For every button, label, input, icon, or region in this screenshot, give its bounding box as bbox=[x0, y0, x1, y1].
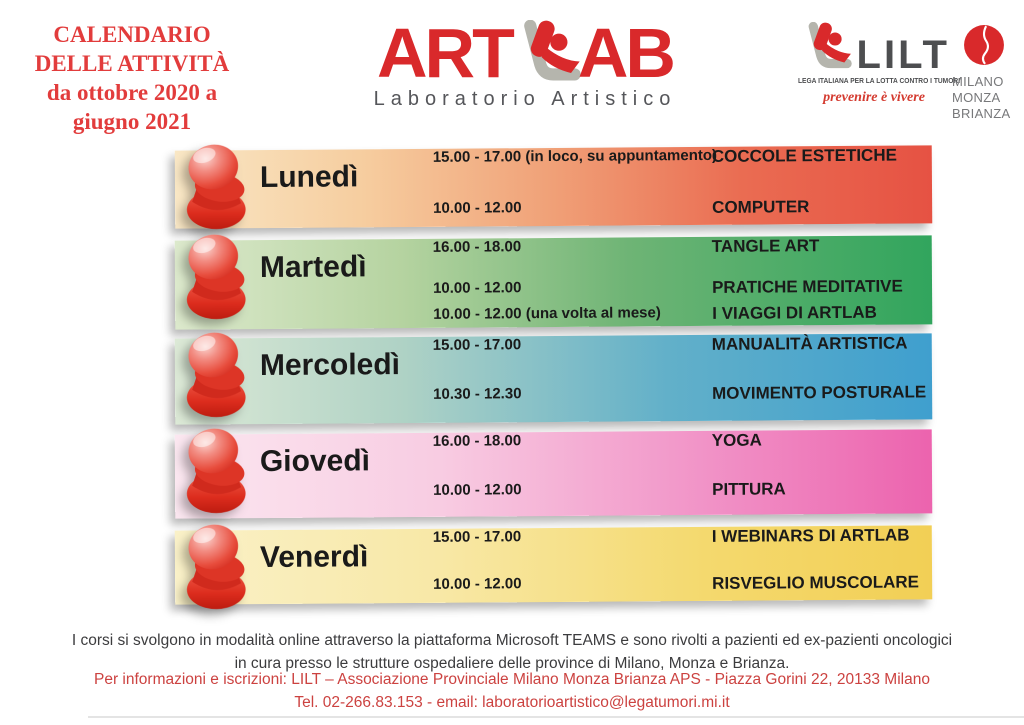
schedule-row bbox=[175, 196, 932, 217]
footer-contact-line: Tel. 02-266.83.153 - email: laboratorioartistico@legatumori.mi.it bbox=[294, 694, 730, 711]
footer-info-line: I corsi si svolgono in modalità online attraverso la piattaforma Microsoft TEAMS e sono rivolti a pazienti ed ex-pazienti oncologici bbox=[71, 632, 953, 649]
activity-name: MOVIMENTO POSTURALE bbox=[712, 382, 927, 403]
schedule-row bbox=[175, 302, 932, 323]
pushpin-icon bbox=[177, 426, 258, 517]
activity-name: RISVEGLIO MUSCOLARE bbox=[712, 572, 920, 593]
pushpin-icon bbox=[177, 522, 258, 613]
activity-name: I WEBINARS DI ARTLAB bbox=[711, 525, 910, 546]
title-line: DELLE ATTIVITÀ bbox=[34, 51, 230, 76]
time-slot: 15.00 - 17.00 (in loco, su appuntamento) bbox=[432, 146, 718, 166]
artlab-subtitle: Laboratorio Artistico bbox=[373, 88, 677, 110]
time-slot: 16.00 - 18.00 bbox=[432, 238, 522, 256]
activity-name: PITTURA bbox=[712, 479, 786, 499]
schedule-bar-martedi bbox=[175, 235, 933, 329]
footer-info-line: in cura presso le strutture ospedaliere delle province di Milano, Monza e Brianza. bbox=[234, 655, 790, 672]
schedule-bar-venerdi bbox=[175, 525, 932, 604]
time-slot: 10.00 - 12.00 bbox=[432, 279, 522, 297]
lilt-wordmark bbox=[798, 22, 950, 77]
activity-name: COCCOLE ESTETICHE bbox=[711, 145, 897, 166]
time-slot: 15.00 - 17.00 bbox=[432, 528, 522, 546]
mmb-line: MONZA bbox=[952, 90, 1001, 105]
schedule-bar-giovedi bbox=[175, 429, 933, 518]
lilt-person-chair-icon bbox=[798, 22, 853, 74]
schedule-bar-lunedi bbox=[175, 145, 933, 228]
title-line: giugno 2021 bbox=[72, 109, 192, 134]
lilt-motto: prevenire è vivere bbox=[823, 90, 925, 105]
mmb-line: MILANO bbox=[952, 74, 1004, 89]
artlab-text-art: ART bbox=[377, 14, 512, 92]
activity-name: PRATICHE MEDITATIVE bbox=[711, 276, 903, 297]
artlab-text-ab: AB bbox=[577, 14, 673, 92]
schedule-row bbox=[175, 429, 932, 450]
activity-name: I VIAGGI DI ARTLAB bbox=[712, 302, 877, 323]
schedule-row bbox=[175, 235, 932, 256]
time-slot: 10.30 - 12.30 bbox=[433, 385, 522, 403]
schedule-row bbox=[175, 145, 932, 166]
bottom-divider bbox=[88, 716, 1024, 718]
day-label: Martedì bbox=[259, 250, 367, 285]
calendar-title bbox=[14, 20, 250, 136]
title-line: CALENDARIO bbox=[53, 22, 211, 47]
activity-name: COMPUTER bbox=[712, 197, 810, 217]
activity-name: MANUALITÀ ARTISTICA bbox=[711, 333, 908, 354]
day-label: Giovedì bbox=[259, 444, 371, 479]
activity-name: YOGA bbox=[711, 430, 762, 450]
mmb-line: BRIANZA bbox=[952, 106, 1011, 121]
activity-name: TANGLE ART bbox=[711, 236, 820, 256]
milano-monza-brianza-logo bbox=[952, 24, 1016, 122]
pushpin-icon bbox=[177, 142, 258, 233]
title-line: da ottobre 2020 a bbox=[46, 80, 218, 105]
lilt-name: LILT bbox=[856, 33, 950, 77]
time-slot: 15.00 - 17.00 bbox=[432, 336, 522, 354]
mmb-region-lines bbox=[952, 74, 1016, 122]
mmb-circle-icon bbox=[963, 24, 1005, 66]
day-label: Lunedì bbox=[259, 160, 359, 195]
lilt-logo bbox=[798, 22, 961, 106]
time-slot: 16.00 - 18.00 bbox=[432, 432, 522, 450]
day-label: Venerdì bbox=[259, 540, 369, 575]
artlab-logo bbox=[336, 14, 714, 111]
pushpin-icon bbox=[177, 232, 258, 323]
time-slot: 10.00 - 12.00 bbox=[433, 199, 522, 217]
day-label: Mercoledì bbox=[259, 348, 401, 383]
time-slot: 10.00 - 12.00 bbox=[433, 575, 522, 593]
schedule-row bbox=[175, 525, 932, 546]
time-slot: 10.00 - 12.00 (una volta al mese) bbox=[433, 304, 661, 323]
time-slot: 10.00 - 12.00 bbox=[433, 481, 522, 499]
schedule-row bbox=[175, 382, 932, 403]
footer-contact bbox=[0, 668, 1024, 714]
schedule-row bbox=[175, 478, 932, 499]
artlab-person-chair-icon bbox=[510, 20, 582, 88]
schedule-bar-mercoledi bbox=[175, 333, 933, 424]
lilt-tagline: LEGA ITALIANA PER LA LOTTA CONTRO I TUMORI bbox=[798, 78, 961, 85]
schedule-row bbox=[175, 333, 932, 354]
pushpin-icon bbox=[177, 330, 258, 421]
footer-contact-line: Per informazioni e iscrizioni: LILT – Associazione Provinciale Milano Monza Brianza APS - Piazza Gorini 22, 20133 Milano bbox=[94, 671, 930, 688]
artlab-wordmark bbox=[336, 14, 714, 92]
